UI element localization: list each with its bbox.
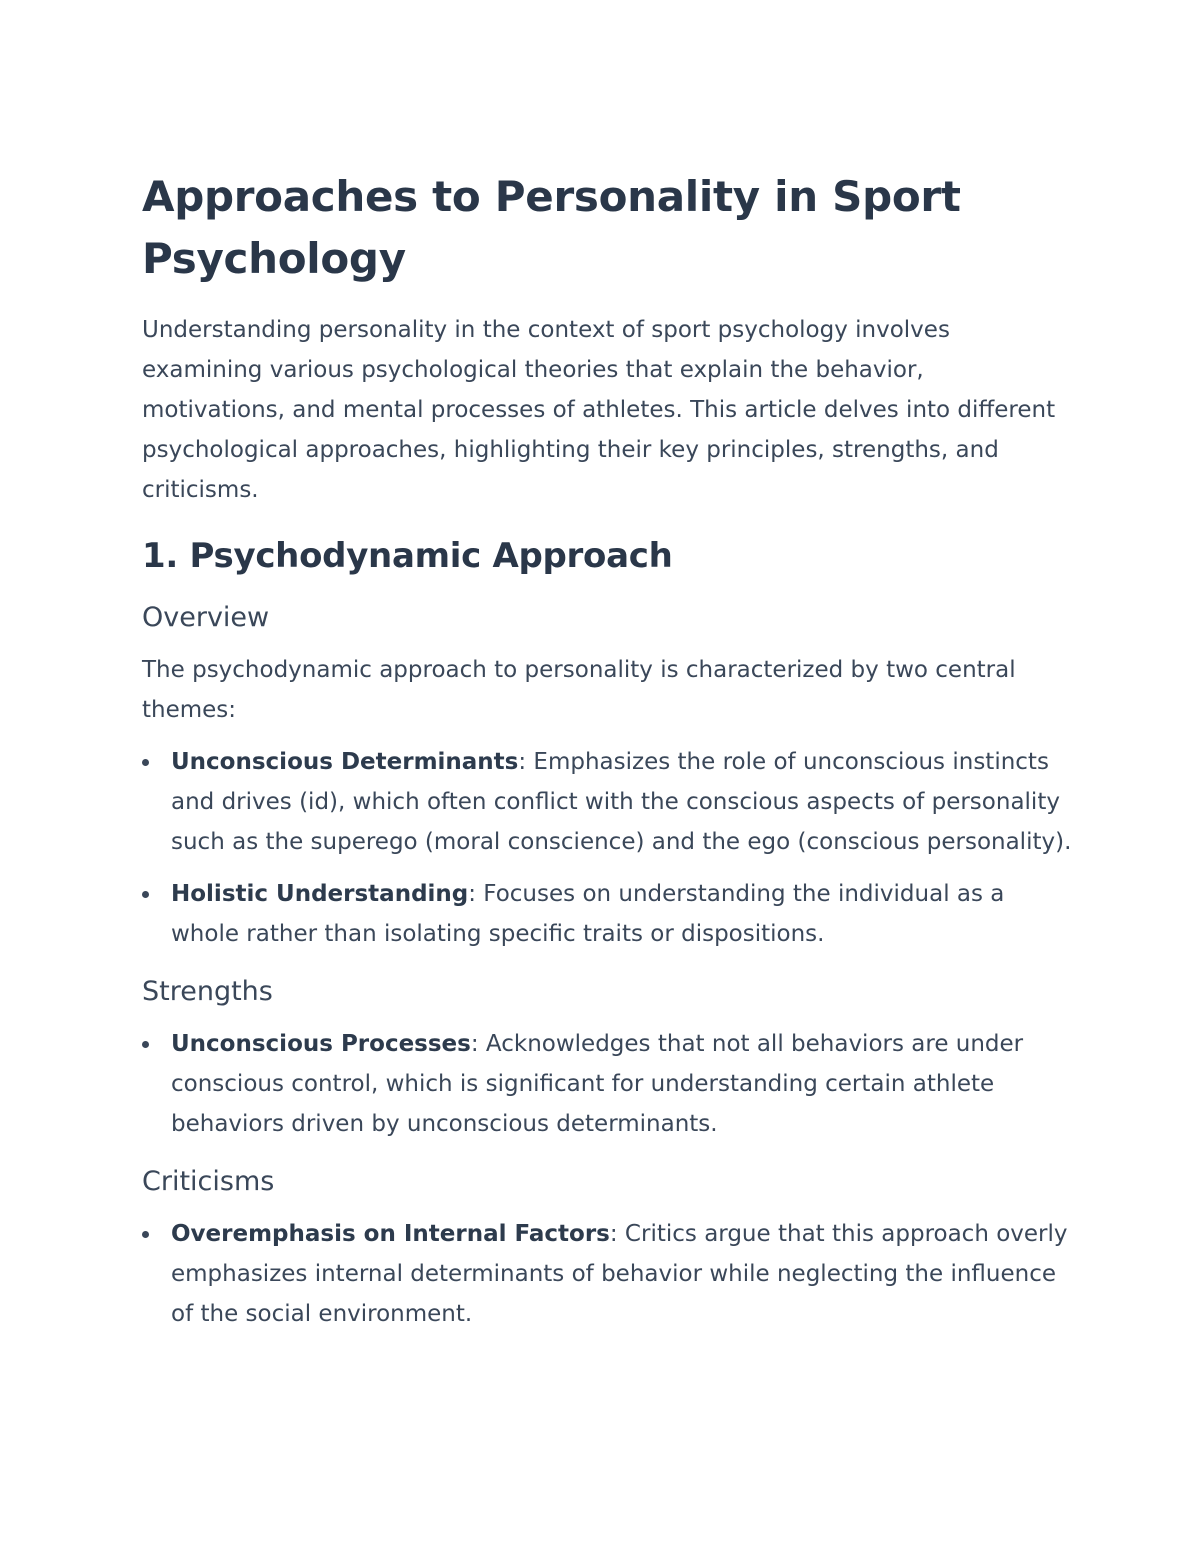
list-item — [142, 1024, 1072, 1144]
list-item — [142, 742, 1072, 862]
list-item — [142, 1214, 1072, 1334]
list-item-term: Holistic Understanding — [171, 881, 469, 907]
overview-paragraph: The psychodynamic approach to personality is characterized by two central themes: — [142, 657, 1016, 723]
list-item-term: Unconscious Processes — [171, 1031, 471, 1057]
list-item-term: Unconscious Determinants — [171, 749, 519, 775]
strengths-list — [142, 1024, 1072, 1144]
subheading-overview: Overview — [142, 602, 270, 633]
list-item — [142, 874, 1072, 954]
section-heading-psychodynamic: 1. Psychodynamic Approach — [142, 536, 673, 576]
page-title: Approaches to Personality in Sport Psychology — [142, 172, 961, 283]
bullet-icon — [142, 1041, 149, 1048]
subheading-strengths: Strengths — [142, 976, 273, 1007]
subheading-criticisms: Criticisms — [142, 1166, 275, 1197]
list-item-text: : Focuses on understanding the individual as a whole rather than isolating specific traits or dispositions. — [171, 881, 1005, 947]
criticisms-list — [142, 1214, 1072, 1334]
list-item-text: : Acknowledges that not all behaviors are under conscious control, which is significant for understanding certain athlete behaviors driven by unconscious determinants. — [171, 1031, 1024, 1137]
bullet-icon — [142, 1231, 149, 1238]
list-item-term: Overemphasis on Internal Factors — [171, 1221, 610, 1247]
bullet-icon — [142, 759, 149, 766]
overview-list — [142, 742, 1072, 954]
document-page — [142, 166, 1072, 1334]
bullet-icon — [142, 891, 149, 898]
intro-paragraph: Understanding personality in the context of sport psychology involves examining various psychological theories that explain the behavior, motivations, and mental processes of athletes. This article delves into different psychological approaches, highlighting their key principles, strengths, and criticisms. — [142, 317, 1056, 503]
list-item-text: : Emphasizes the role of unconscious instincts and drives (id), which often conflict with the conscious aspects of personality such as the superego (moral conscience) and the ego (conscious personality). — [171, 749, 1072, 855]
list-item-text: : Critics argue that this approach overly emphasizes internal determinants of behavior while neglecting the influence of the social environment. — [171, 1221, 1068, 1327]
